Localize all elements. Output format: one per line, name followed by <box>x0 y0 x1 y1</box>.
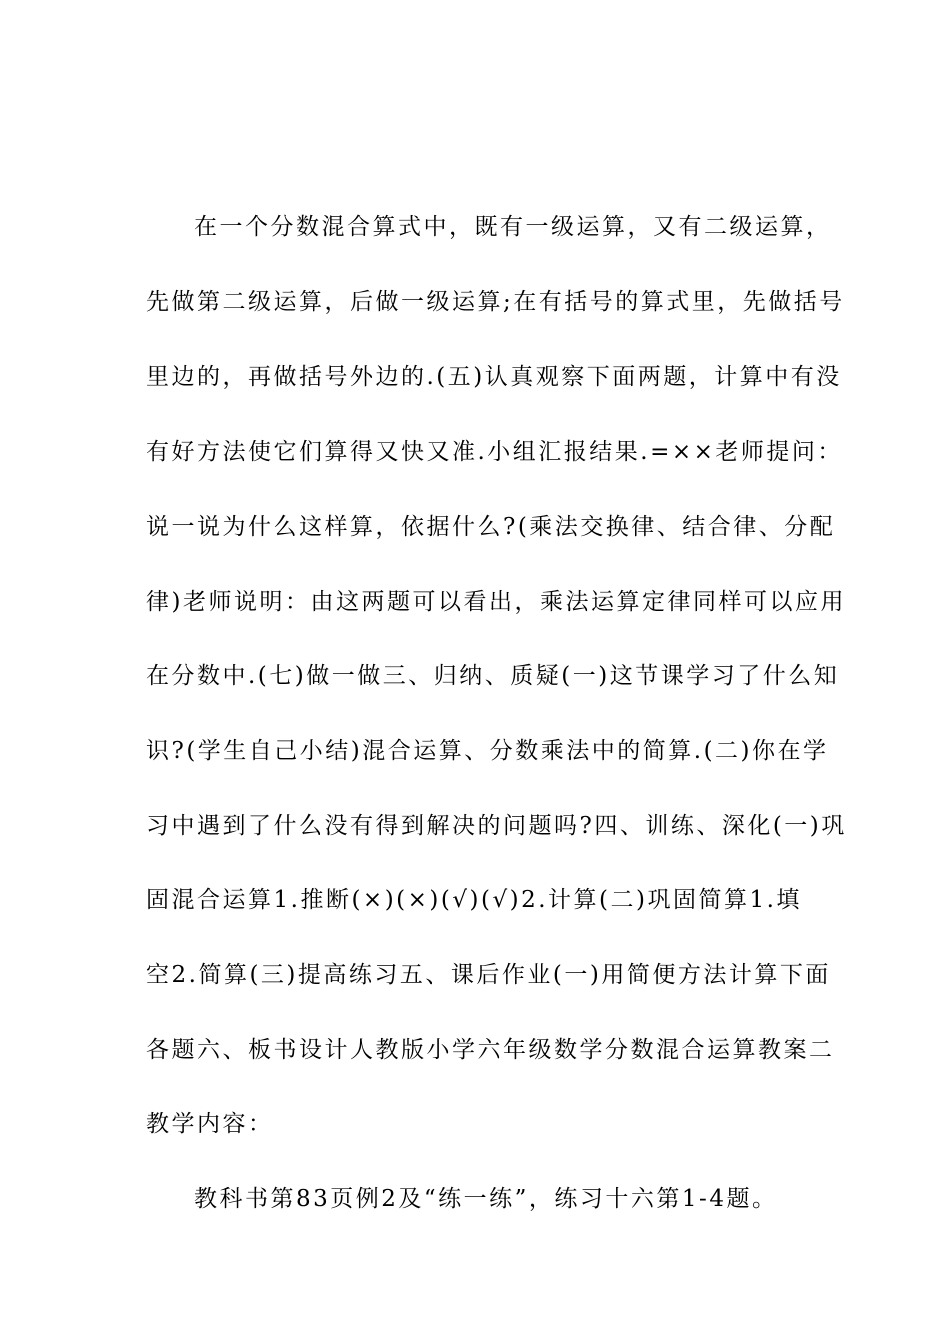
paragraph-line-3: 里边的，再做括号外边的.(五)认真观察下面两题，计算中有没 <box>146 364 842 390</box>
paragraph-line-13: 教学内容： <box>146 1111 274 1137</box>
paragraph-line-10: 固混合运算1.推断(×)(×)(√)(√)2.计算(二)巩固简算1.填 <box>146 887 802 913</box>
paragraph-line-1: 在一个分数混合算式中，既有一级运算，又有二级运算， <box>194 214 832 240</box>
paragraph-line-6: 律)老师说明：由这两题可以看出，乘法运算定律同样可以应用 <box>146 589 846 615</box>
paragraph-line-12: 各题六、板书设计人教版小学六年级数学分数混合运算教案二 <box>146 1037 835 1063</box>
paragraph-line-8: 识?(学生自己小结)混合运算、分数乘法中的简算.(二)你在学 <box>146 738 829 764</box>
paragraph-line-7: 在分数中.(七)做一做三、归纳、质疑(一)这节课学习了什么知 <box>146 663 840 689</box>
paragraph-line-2: 先做第二级运算，后做一级运算;在有括号的算式里，先做括号 <box>146 289 845 315</box>
paragraph-line-4: 有好方法使它们算得又快又准.小组汇报结果.=××老师提问： <box>146 439 843 465</box>
paragraph-line-5: 说一说为什么这样算，依据什么?(乘法交换律、结合律、分配 <box>146 514 836 540</box>
paragraph-line-11: 空2.简算(三)提高练习五、课后作业(一)用简便方法计算下面 <box>146 962 831 988</box>
paragraph-line-14: 教科书第83页例2及“练一练”，练习十六第1-4题。 <box>194 1186 778 1212</box>
paragraph-line-9: 习中遇到了什么没有得到解决的问题吗?四、训练、深化(一)巩 <box>146 813 847 839</box>
